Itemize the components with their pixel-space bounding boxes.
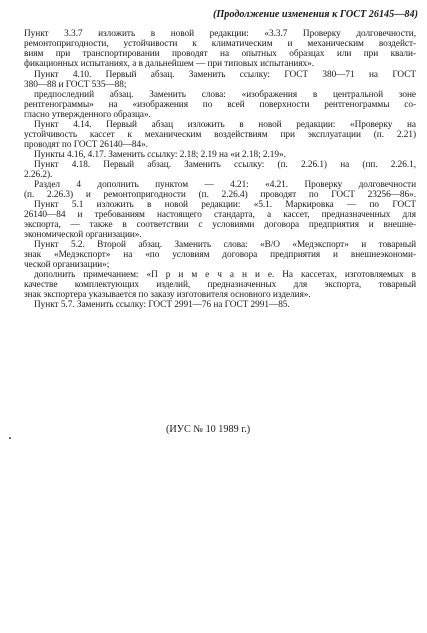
text-line: Пункт 4.14. Первый абзац изложить в новой редакции: «Проверку на <box>34 120 416 130</box>
text-line: знак экспортера указывается по заказу изготовителя основного изделия». <box>24 290 311 300</box>
text-line: Пункт 4.18. Первый абзац. Заменить ссылку: (п. 2.26.1) на (пп. 2.26.1, <box>34 160 416 170</box>
text-line: Пункт 5.7. Заменить ссылку: ГОСТ 2991—76 на ГОСТ 2991—85. <box>34 300 290 310</box>
text-line: экспорта, — также в соответствии с условиями договора предприятия и внешне- <box>24 220 416 230</box>
text-line: устойчивость кассет к механическим воздействиям при эксплуатации (п. 2.21) <box>24 130 416 140</box>
text-line: ческой организации»; <box>24 260 110 270</box>
text-line: Пункт 5.2. Второй абзац. Заменить слова: «В/О «Медэкспорт» и товарный <box>34 240 416 250</box>
text-line: гласно утвержденного образца». <box>24 110 151 120</box>
text-line: 2.26.2). <box>24 170 53 180</box>
text-line: (п. 2.26.3) и ремонтопригодности (п. 2.26.4) проводят по ГОСТ 23256—86». <box>24 190 416 200</box>
text-line: фикационных испытаниях, а в дальнейшем — при типовых испытаниях». <box>24 59 315 69</box>
running-head: (Продолжение изменения к ГОСТ 26145—84) <box>212 9 418 20</box>
text-line: знак «Медэкспорт» на «по условиям договора предприятия и внешнеэкономи- <box>24 250 416 260</box>
text-line: предпоследний абзац. Заменить слова: «изображения в центральной зоне <box>34 90 416 100</box>
text-line: ремонтопригодности, устойчивости к климатическим и механическим воздейст- <box>24 39 416 49</box>
text-line: 26140—84 и требованиям настоящего стандарта, а кассет, предназначенных для <box>24 210 416 220</box>
text-line: Пункт 4.10. Первый абзац. Заменить ссылку: ГОСТ 380—71 на ГОСТ <box>34 70 416 80</box>
text-line: качестве комплектующих изделий, предназначенных для экспорта, товарный <box>24 280 416 290</box>
text-line: проводят по ГОСТ 26140—84». <box>24 140 148 150</box>
issue-reference: (ИУС № 10 1989 г.) <box>166 424 251 435</box>
text-line: экономической организации». <box>24 230 142 240</box>
text-line: рентгенограммы» на «изображения по всей поверхности рентгенограммы со- <box>24 100 416 110</box>
scan-speck <box>9 437 11 439</box>
text-line: дополнить примечанием: «П р и м е ч а н и е. На кассетах, изготовляемых в <box>34 270 416 280</box>
text-line: Раздел 4 дополнить пунктом — 4.21: «4.21. Проверку долговечности <box>34 180 416 190</box>
text-line: виям при транспортировании проводят на опытных образцах или при квали- <box>24 49 416 59</box>
text-line: Пункты 4.16, 4.17. Заменить ссылку: 2.18; 2.19 на «и 2.18; 2.19». <box>34 150 286 160</box>
text-line: Пункт 3.3.7 изложить в новой редакции: «3.3.7 Проверку долговечности, <box>24 29 416 39</box>
text-line: Пункт 5.1 изложить в новой редакции: «5.1. Маркировка — по ГОСТ <box>34 200 416 210</box>
text-line: 380—88 и ГОСТ 535—88; <box>24 80 127 90</box>
